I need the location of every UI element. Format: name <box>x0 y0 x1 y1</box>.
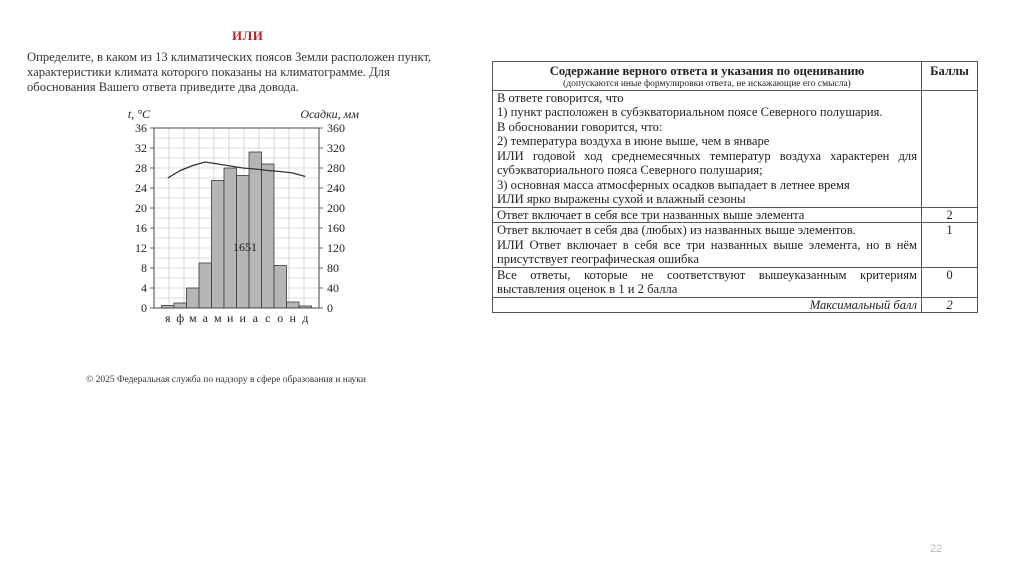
x-tick-label: м <box>213 311 222 325</box>
precipitation-bar <box>287 302 300 308</box>
y-tick-label-left: 20 <box>135 201 147 215</box>
x-tick-label: с <box>265 311 271 325</box>
x-tick-label: м <box>188 311 197 325</box>
y-axis-label-right: Осадки, мм <box>300 107 359 121</box>
heading-or: ИЛИ <box>232 28 264 43</box>
task-line: характеристики климата которого показаны на климатограмме. Для <box>27 65 390 79</box>
max-score-points: 2 <box>922 297 978 313</box>
header-points: Баллы <box>922 62 978 91</box>
precipitation-bar <box>187 288 200 308</box>
criterion-line: Ответ включает в себя два (любых) из названных выше элементов. <box>497 223 856 237</box>
answer-content <box>493 90 922 207</box>
y-tick-label-right: 80 <box>327 261 339 275</box>
precipitation-bar <box>212 181 225 309</box>
task-line: Определите, в каком из 13 климатических поясов Земли расположен пункт, <box>27 50 432 64</box>
y-tick-label-left: 36 <box>135 121 147 135</box>
answer-line: ИЛИ ярко выражены сухой и влажный сезоны <box>497 192 746 206</box>
score-criterion <box>493 267 922 297</box>
header-content <box>493 62 922 91</box>
precipitation-bar <box>199 263 212 308</box>
max-score-row <box>493 297 978 313</box>
answer-line: 1) пункт расположен в субэкваториальном поясе Северного полушария. <box>497 105 883 119</box>
answer-line: В ответе говорится, что <box>497 90 624 105</box>
y-tick-label-left: 24 <box>135 181 147 195</box>
x-tick-label: а <box>252 311 258 325</box>
answer-line: ИЛИ годовой ход среднемесячных температур воздуха характерен для субэкваториального пояса Северного полушария; <box>497 148 917 177</box>
criteria-header-row <box>493 62 978 91</box>
chart-annotation: 1651 <box>233 240 257 254</box>
y-tick-label-right: 160 <box>327 221 345 235</box>
y-tick-label-right: 280 <box>327 161 345 175</box>
answer-row <box>493 90 978 207</box>
y-tick-label-left: 4 <box>141 281 147 295</box>
y-tick-label-left: 0 <box>141 301 147 315</box>
x-tick-label: о <box>277 311 284 325</box>
x-tick-label: д <box>302 311 309 325</box>
y-tick-label-left: 12 <box>135 241 147 255</box>
score-row <box>493 223 978 268</box>
y-tick-label-right: 320 <box>327 141 345 155</box>
answer-line: 2) температура воздуха в июне выше, чем в январе <box>497 134 770 148</box>
score-criterion <box>493 207 922 223</box>
y-tick-label-left: 28 <box>135 161 147 175</box>
y-tick-label-left: 16 <box>135 221 147 235</box>
y-tick-label-right: 200 <box>327 201 345 215</box>
score-row <box>493 207 978 223</box>
score-points: 0 <box>922 267 978 297</box>
max-score-label: Максимальный балл <box>493 297 922 313</box>
header-content-note: (допускаются иные формулировки ответа, не искажающие его смысла) <box>563 78 851 89</box>
score-row <box>493 267 978 297</box>
task-line: обоснования Вашего ответа приведите два довода. <box>27 80 299 94</box>
precipitation-bar <box>224 168 237 308</box>
task-text <box>27 50 467 95</box>
y-tick-label-right: 0 <box>327 301 333 315</box>
criteria-table <box>492 61 978 313</box>
y-tick-label-right: 360 <box>327 121 345 135</box>
score-points: 1 <box>922 223 978 268</box>
x-tick-label: а <box>202 311 208 325</box>
answer-line: В обосновании говорится, что: <box>497 119 663 134</box>
score-criterion <box>493 223 922 268</box>
climatogram-chart <box>110 104 360 326</box>
y-axis-label-left: t, °C <box>127 107 150 121</box>
x-tick-label: и <box>239 311 246 325</box>
criterion-line: Все ответы, которые не соответствуют вышеуказанным критериям выставления оценок в 1 и 2 балла <box>497 267 917 296</box>
header-content-title: Содержание верного ответа и указания по оцениванию <box>549 64 865 78</box>
x-tick-label: н <box>289 311 296 325</box>
y-tick-label-left: 32 <box>135 141 147 155</box>
score-points: 2 <box>922 207 978 223</box>
copyright: © 2025 Федеральная служба по надзору в сфере образования и науки <box>86 375 367 385</box>
y-tick-label-left: 8 <box>141 261 147 275</box>
answer-line: 3) основная масса атмосферных осадков выпадает в летнее время <box>497 177 850 192</box>
precipitation-bar <box>174 303 187 308</box>
slide-number: 22 <box>930 543 943 555</box>
precipitation-bar <box>274 266 287 309</box>
y-tick-label-right: 240 <box>327 181 345 195</box>
x-tick-label: и <box>227 311 234 325</box>
y-tick-label-right: 40 <box>327 281 339 295</box>
criterion-line: Ответ включает в себя все три названных выше элемента <box>497 207 805 222</box>
criterion-line: ИЛИ Ответ включает в себя все три названных выше элемента, но в нём присутствует географическая ошибка <box>497 237 917 266</box>
x-tick-label: я <box>164 311 171 325</box>
precipitation-bar <box>262 164 275 308</box>
answer-points <box>922 90 978 207</box>
precipitation-bar <box>249 152 262 308</box>
x-tick-label: ф <box>176 311 185 325</box>
y-tick-label-right: 120 <box>327 241 345 255</box>
